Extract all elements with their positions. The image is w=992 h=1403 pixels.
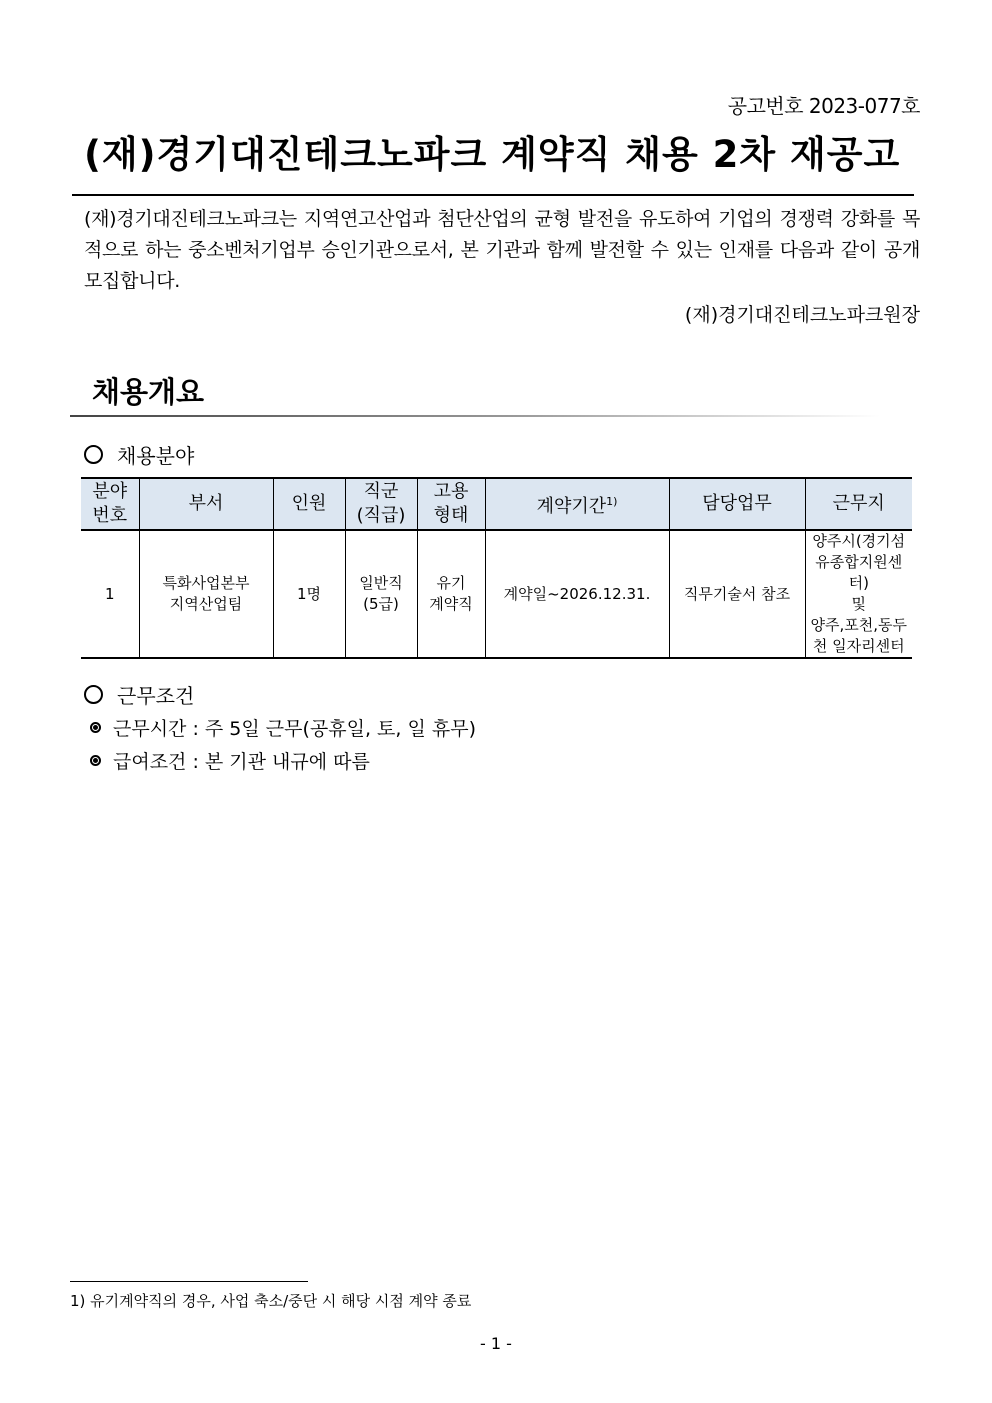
col-contract-period: 계약기간$^{1)}$ (485, 478, 669, 530)
document-title: (재)경기대진테크노파크 계약직 채용 2차 재공고 (84, 133, 901, 176)
signature: (재)경기대진테크노파크원장 (684, 304, 920, 326)
section-title: 채용개요 (92, 375, 205, 409)
col-headcount: 인원 (273, 478, 345, 530)
condition-item (90, 714, 476, 741)
notice-number: 공고번호 2023-077호 (727, 94, 920, 118)
positions-table (81, 477, 912, 659)
cell-headcount: 1명 (273, 530, 345, 658)
conditions-heading-label: 근무조건 (117, 684, 195, 708)
positions-heading (84, 440, 194, 469)
positions-heading-label: 채용분야 (117, 444, 195, 468)
footnote-marker: 1) (606, 494, 618, 508)
footnote: 1) 유기계약직의 경우, 사업 축소/중단 시 해당 시점 계약 종료 (70, 1292, 472, 1310)
col-duty: 담당업무 (669, 478, 805, 530)
condition-item (90, 747, 370, 774)
condition-text: 근무시간 : 주 5일 근무(공휴일, 토, 일 휴무) (113, 718, 476, 740)
table-row (81, 530, 912, 658)
cell-contract-period: 계약일~2026.12.31. (485, 530, 669, 658)
col-workplace: 근무지 (805, 478, 912, 530)
col-employment-type: 고용 형태 (417, 478, 485, 530)
col-grade: 직군 (직급) (345, 478, 417, 530)
col-department: 부서 (139, 478, 273, 530)
cell-no: 1 (81, 530, 139, 658)
circle-bullet-icon (84, 445, 103, 464)
bullet-icon (90, 755, 101, 766)
cell-grade: 일반직 (5급) (345, 530, 417, 658)
col-field-no: 분야 번호 (81, 478, 139, 530)
bullet-icon (90, 722, 101, 733)
intro-paragraph: (재)경기대진테크노파크는 지역연고산업과 첨단산업의 균형 발전을 유도하여 기업의 경쟁력 강화를 목적으로 하는 중소벤처기업부 승인기관으로서, 본 기관과 함께 발전할 수 있는 인재를 다음과 같이 공개 모집합니다. (84, 208, 920, 292)
footnote-divider (70, 1281, 308, 1282)
title-divider (72, 194, 914, 196)
page-number: - 1 - (480, 1334, 512, 1353)
condition-text: 급여조건 : 본 기관 내규에 따름 (113, 751, 370, 773)
conditions-heading (84, 680, 194, 709)
cell-department: 특화사업본부 지역산업팀 (139, 530, 273, 658)
circle-bullet-icon (84, 685, 103, 704)
cell-employment-type: 유기 계약직 (417, 530, 485, 658)
section-divider (70, 415, 880, 417)
table-header-row (81, 478, 912, 530)
cell-duty: 직무기술서 참조 (669, 530, 805, 658)
cell-workplace: 양주시(경기섬 유종합지원센터) 및 양주,포천,동두 천 일자리센터 (805, 530, 912, 658)
